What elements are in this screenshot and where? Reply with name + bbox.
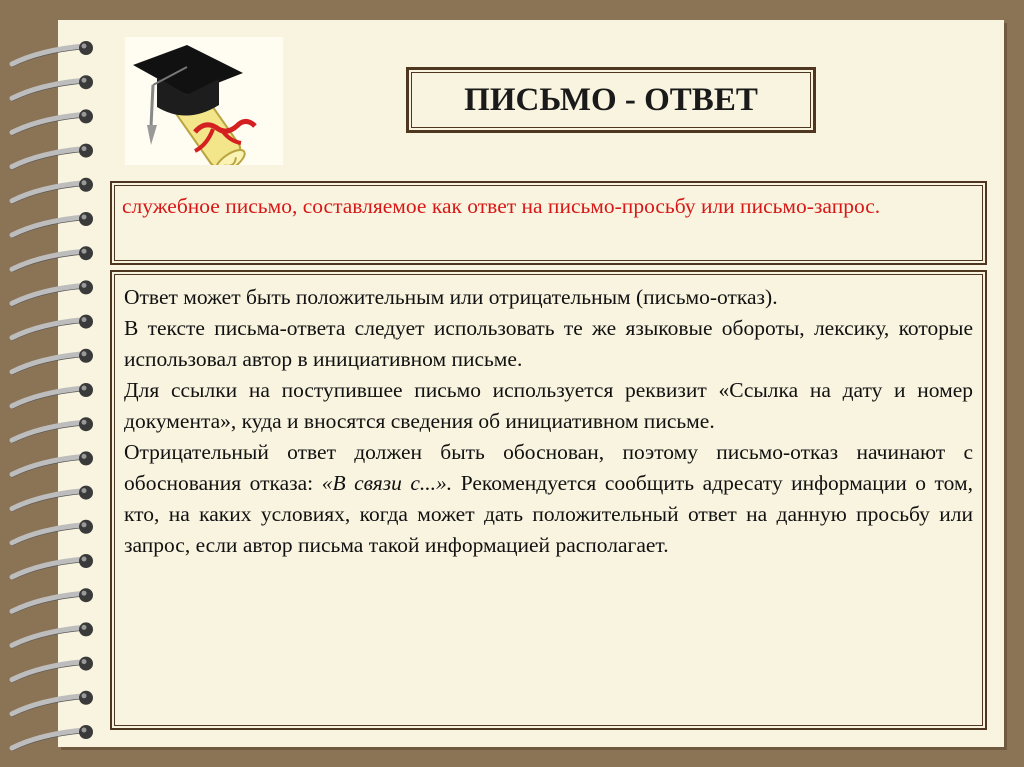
spiral-ring <box>12 75 93 101</box>
paragraph-3: Для ссылки на поступившее письмо используется реквизит «Ссылка на дату и номер документа», куда и вносятся сведения об инициативном письме. <box>124 378 973 433</box>
paragraph-4-start: Отрицательный ответ должен быть обоснован, поэтому письмо-отказ начинают с обоснования отказа: <box>124 440 973 495</box>
spiral-ring <box>12 622 93 648</box>
spiral-ring <box>12 144 93 170</box>
spiral-ring <box>12 725 93 751</box>
spiral-ring <box>12 41 93 67</box>
spiral-binding-icon <box>0 0 110 767</box>
body-text-box <box>110 270 987 730</box>
graduation-cap-diploma-icon <box>125 37 283 165</box>
spiral-ring <box>12 588 93 614</box>
spiral-ring <box>12 246 93 272</box>
spiral-ring <box>12 691 93 717</box>
paragraph-4-end: Рекомендуется сообщить адресату информации о том, кто, на каких условиях, когда может дать положительный ответ на данную просьбу или запрос, если автор письма такой информацией располагает. <box>124 471 973 557</box>
spiral-ring <box>12 486 93 512</box>
page-title: ПИСЬМО - ОТВЕТ <box>406 67 816 133</box>
paragraph-1: Ответ может быть положительным или отрицательным (письмо-отказ). <box>124 285 778 309</box>
spiral-ring <box>12 417 93 443</box>
definition-box: служебное письмо, составляемое как ответ на письмо-просьбу или письмо-запрос. <box>110 181 987 265</box>
spiral-ring <box>12 520 93 546</box>
spiral-ring <box>12 212 93 238</box>
spiral-ring <box>12 383 93 409</box>
spiral-ring <box>12 451 93 477</box>
spiral-ring <box>12 657 93 683</box>
paragraph-4-quote: «В связи с...». <box>321 471 453 495</box>
spiral-ring <box>12 178 93 204</box>
spiral-ring <box>12 349 93 375</box>
spiral-ring <box>12 315 93 341</box>
spiral-ring <box>12 109 93 134</box>
paragraph-4 <box>124 437 973 561</box>
spiral-ring <box>12 554 93 580</box>
spiral-ring <box>12 280 93 306</box>
paragraph-2: В тексте письма-ответа следует использовать те же языковые обороты, лексику, которые использовал автор в инициативном письме. <box>124 316 973 371</box>
